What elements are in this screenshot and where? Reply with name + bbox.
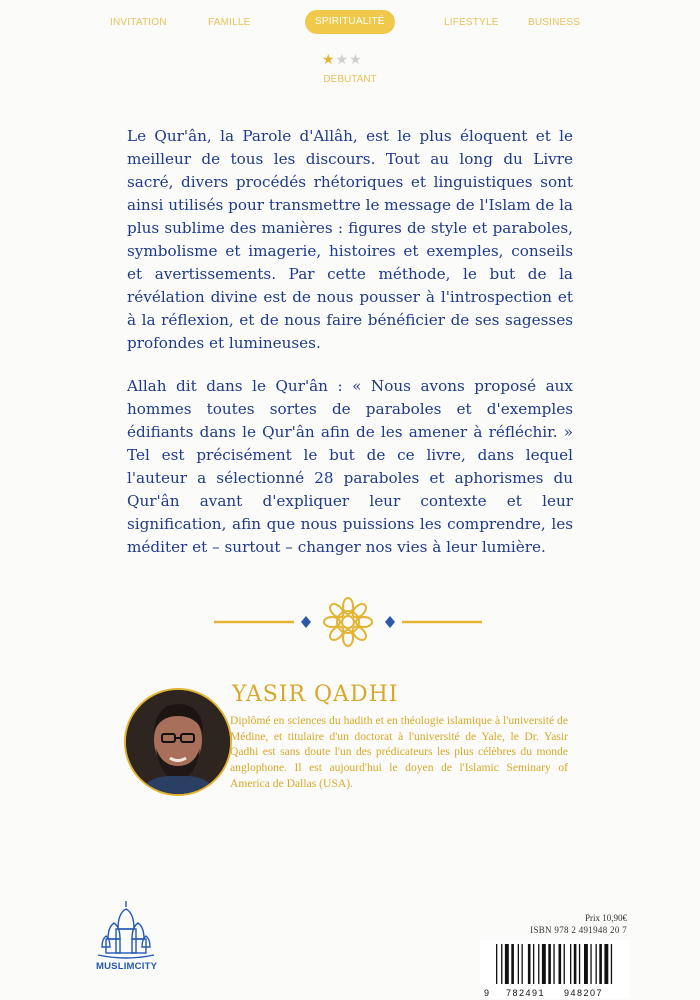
diamond-right-icon <box>385 616 395 628</box>
isbn-label: ISBN 978 2 491948 20 7 <box>530 925 627 935</box>
star-filled-icon: ★ <box>322 52 336 68</box>
author-photo <box>124 688 232 796</box>
barcode-digits-right: 948207 <box>564 988 604 998</box>
barcode-digit-prefix: 9 <box>484 988 490 998</box>
description-paragraph-1: Le Qur'ân, la Parole d'Allâh, est le plus éloquent et le meilleur de tous les discours. Tout au long du Livre sacré, divers procédés rhétoriques et linguistiques sont ainsi utilisés pour transmettre le message de l'Islam de la plus sublime des manières : figures de style et paraboles, symbolisme et imagerie, histoires et exemples, conseils et avertissements. Par cette méthode, le but de la révélation divine est de nous pousser à l'introspection et à la réflexion, et de nous faire bénéficier de ses sagesses profondes et lumineuses. <box>127 127 573 352</box>
nav-item-business[interactable]: BUSINESS <box>528 17 581 28</box>
description-paragraph-2: Allah dit dans le Qur'ân : « Nous avons proposé aux hommes toutes sortes de paraboles et d'exemples édifiants dans le Qur'ân afin de les amener à réfléchir. » Tel est précisément le but de ce livre, dans lequel l'auteur a sélectionné 28 paraboles et aphorismes du Qur'ân avant d'expliquer leur contexte et leur signification, afin que nous puissions les comprendre, les méditer et – surtout – changer nos vies à leur lumière. <box>127 377 573 556</box>
price-label: Prix 10,90€ <box>584 913 627 923</box>
barcode <box>480 940 630 998</box>
nav-item-spiritualite[interactable]: SPIRITUALITÉ <box>305 10 395 34</box>
difficulty-level: DÉBUTANT <box>323 74 377 85</box>
author-name: YASIR QADHI <box>232 682 399 707</box>
ornament-divider <box>214 594 482 650</box>
nav-item-invitation[interactable]: INVITATION <box>110 17 167 28</box>
publisher-name: MUSLIMCITY <box>96 961 158 972</box>
rosette-ornament-icon <box>324 598 372 646</box>
author-bio: Diplômé en sciences du hadith et en théologie islamique à l'université de Médine, et titulaire d'un doctorat à l'université de Yale, le Dr. Yasir Qadhi est sans doute l'un des prédicateurs les plus célèbres du monde anglophone. Il est aujourd'hui le doyen de l'Islamic Seminary of America de Dallas (USA). <box>230 714 568 790</box>
category-nav <box>0 10 700 36</box>
barcode-digits-left: 782491 <box>506 988 546 998</box>
nav-item-lifestyle[interactable]: LIFESTYLE <box>444 17 499 28</box>
difficulty-stars <box>322 52 382 68</box>
star-empty-icon: ★ <box>349 52 363 68</box>
nav-item-famille[interactable]: FAMILLE <box>208 17 251 28</box>
diamond-left-icon <box>301 616 311 628</box>
star-empty-icon: ★ <box>335 52 350 68</box>
